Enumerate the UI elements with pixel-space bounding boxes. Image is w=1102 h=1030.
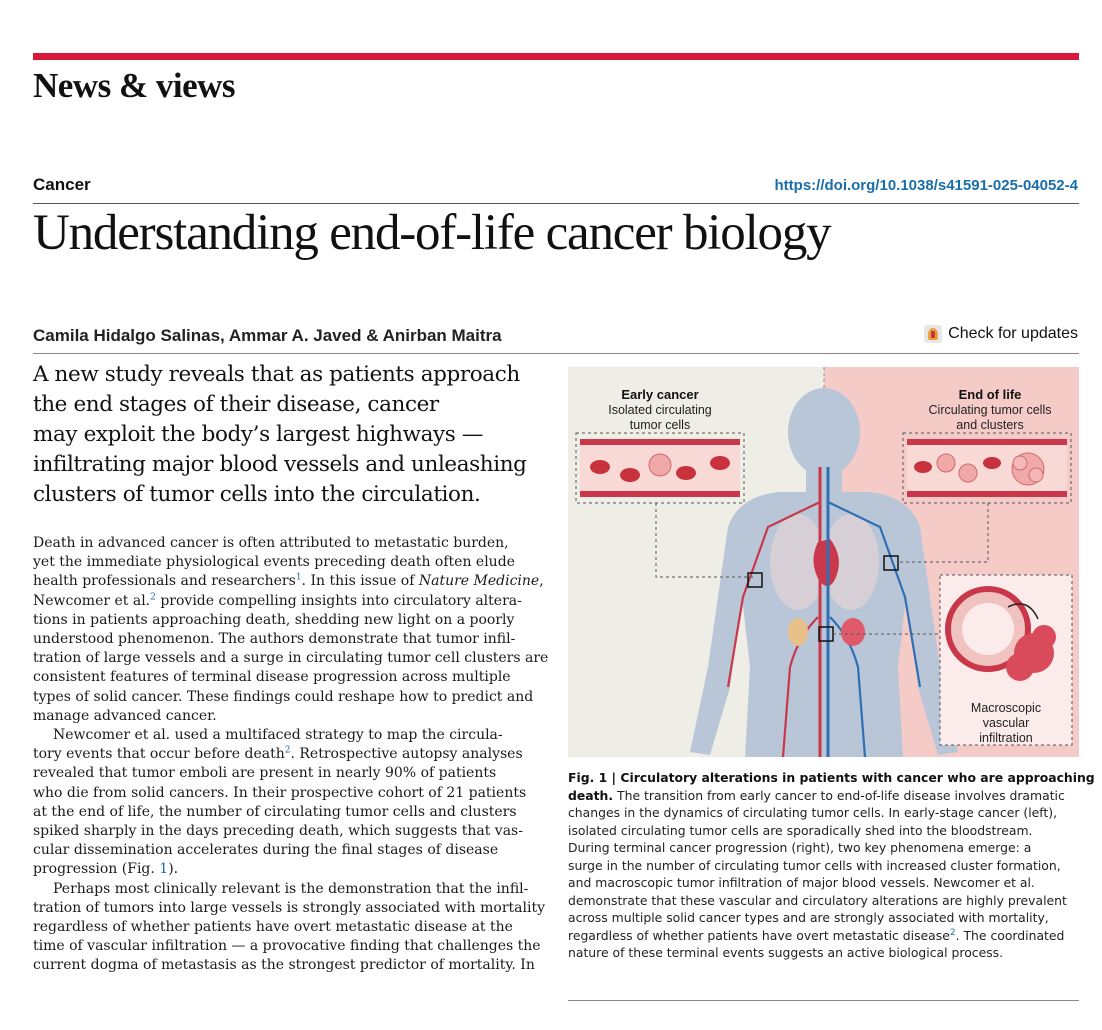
- body-line: Newcomer et al.$^2$ provide compelling insights into circulatory altera-: [33, 591, 522, 609]
- early-cancer-subtitle: Isolated circulating: [608, 403, 712, 417]
- divider: [33, 353, 1079, 354]
- caption-line: [568, 769, 1095, 787]
- body-line: Perhaps most clinically relevant is the demonstration that the infil-: [53, 880, 529, 897]
- standfirst-line: infiltrating major blood vessels and unleashing: [33, 452, 527, 477]
- caption-label: Fig. 1 | Circulatory alterations in patients with cancer who are approaching: [568, 770, 1095, 785]
- standfirst: [33, 360, 553, 510]
- reference-link[interactable]: 2: [150, 591, 156, 602]
- body-line: spiked sharply in the days preceding death, which suggests that vas-: [33, 823, 523, 840]
- caption-line: death. The transition from early cancer to end-of-life disease involves dramatic: [568, 787, 1065, 803]
- body-line: at the end of life, the number of circulating tumor cells and clusters: [33, 803, 517, 820]
- caption-label: death.: [568, 787, 614, 803]
- caption-line: across multiple solid cancer types and are strongly associated with mortality,: [568, 910, 1049, 925]
- standfirst-line: may exploit the body’s largest highways —: [33, 422, 483, 447]
- early-cancer-subtitle: tumor cells: [629, 418, 691, 432]
- journal-name: Nature Medicine: [418, 573, 540, 590]
- body-line: Death in advanced cancer is often attributed to metastatic burden,: [33, 535, 509, 551]
- reference-link[interactable]: 1: [295, 572, 302, 583]
- journal-top-rule: [33, 53, 1079, 60]
- article-category: Cancer: [33, 175, 91, 194]
- caption-line: nature of these terminal events suggests an active biological process.: [568, 945, 1004, 960]
- divider: [568, 1000, 1079, 1001]
- check-updates-label: Check for updates: [948, 325, 1078, 342]
- standfirst-line: A new study reveals that as patients approach: [33, 362, 520, 387]
- body-line: manage advanced cancer.: [33, 707, 217, 724]
- body-line: current dogma of metastasis as the strongest predictor of mortality. In: [33, 957, 535, 974]
- body-line: tration of tumors into large vessels is strongly associated with mortality: [33, 899, 545, 916]
- inset-label: vascular: [982, 716, 1030, 730]
- section-heading: News & views: [33, 66, 236, 105]
- end-of-life-title: End of life: [958, 387, 1022, 402]
- caption-line: changes in the dynamics of circulating tumor cells. In early-stage cancer (left),: [568, 805, 1058, 820]
- caption-line: isolated circulating tumor cells are sporadically shed into the bloodstream.: [568, 822, 1033, 838]
- article-title: Understanding end-of-life cancer biology: [33, 205, 831, 261]
- end-of-life-subtitle: and clusters: [956, 418, 1024, 432]
- check-for-updates-button[interactable]: [924, 325, 1078, 343]
- body-line: progression (Fig. 1).: [33, 861, 179, 878]
- caption-line: and macroscopic tumor infiltration of major blood vessels. Newcomer et al.: [568, 875, 1035, 890]
- body-line: yet the immediate physiological events preceding death often elude: [33, 554, 515, 571]
- reference-link[interactable]: 2: [949, 927, 956, 938]
- body-line: types of solid cancer. These findings could reshape how to predict and: [33, 688, 534, 705]
- body-line: cular dissemination accelerates during the final stages of disease: [33, 842, 499, 859]
- doi-link[interactable]: https://doi.org/10.1038/s41591-025-04052-4: [774, 177, 1078, 194]
- caption-line: regardless of whether patients have overt metastatic disease$^2$. The coordinated: [568, 927, 1065, 943]
- early-cancer-title: Early cancer: [621, 387, 699, 402]
- crossmark-icon: [924, 325, 942, 343]
- body-line: tions in patients approaching death, shedding new light on a poorly: [33, 611, 515, 628]
- caption-line: demonstrate that these vascular and circulatory alterations are highly prevalent: [568, 892, 1067, 908]
- end-of-life-subtitle: Circulating tumor cells: [928, 403, 1052, 417]
- article-body: [33, 534, 548, 976]
- figure-illustration: [568, 367, 1079, 757]
- body-line: tration of large vessels and a surge in circulating tumor cell clusters are: [33, 650, 549, 667]
- body-line: understood phenomenon. The authors demonstrate that tumor infil-: [33, 631, 516, 648]
- standfirst-line: the end stages of their disease, cancer: [33, 392, 439, 417]
- caption-line: During terminal cancer progression (right), two key phenomena emerge: a: [568, 840, 1032, 855]
- body-line: consistent features of terminal disease progression across multiple: [33, 669, 511, 686]
- author-list: Camila Hidalgo Salinas, Ammar A. Javed & Anirban Maitra: [33, 326, 502, 345]
- body-line: revealed that tumor emboli are present in nearly 90% of patients: [33, 765, 497, 782]
- figure-1: [568, 367, 1079, 757]
- body-line: health professionals and researchers$^1$. In this issue of Nature Medicine,: [33, 572, 544, 590]
- figure-caption: [568, 769, 1095, 962]
- standfirst-line: clusters of tumor cells into the circulation.: [33, 482, 481, 507]
- caption-line: surge in the number of circulating tumor cells with increased cluster formation,: [568, 857, 1061, 873]
- body-line: who die from solid cancers. In their prospective cohort of 21 patients: [33, 784, 527, 801]
- figure-link[interactable]: 1: [159, 861, 169, 878]
- body-line: time of vascular infiltration — a provocative finding that challenges the: [33, 938, 541, 955]
- inset-label: Macroscopic: [970, 701, 1042, 715]
- body-line: Newcomer et al. used a multifaced strategy to map the circula-: [53, 727, 503, 744]
- reference-link[interactable]: 2: [284, 745, 291, 756]
- inset-label: infiltration: [979, 731, 1033, 745]
- body-line: regardless of whether patients have overt metastatic disease at the: [33, 919, 513, 936]
- body-line: tory events that occur before death$^2$. Retrospective autopsy analyses: [33, 745, 523, 763]
